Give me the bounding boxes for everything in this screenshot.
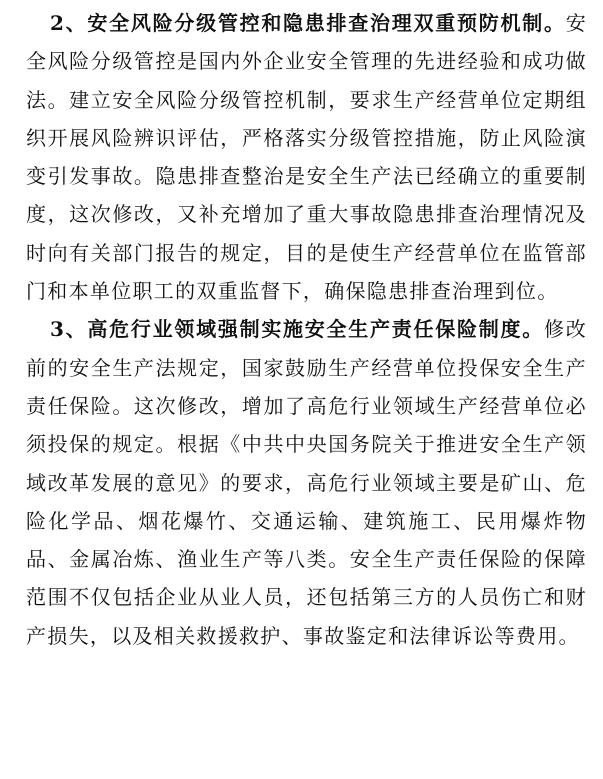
paragraph-body: 修改前的安全生产法规定，国家鼓励生产经营单位投保安全生产责任保险。这次修改，增加了高危行业领域生产经营单位必须投保的规定。根据《中共中央国务院关于推进安全生产领域改革发展的意见》的要求，高危行业领域主要是矿山、危险化学品、烟花爆竹、交通运输、建筑施工、民用爆炸物品、金属冶炼、渔业生产等八类。安全生产责任保险的保障范围不仅包括企业从业人员，还包括第三方的人员伤亡和财产损失，以及相关救援救护、事故鉴定和法律诉讼等费用。: [26, 317, 587, 648]
paragraph-liability-insurance: [26, 310, 587, 655]
paragraph-heading: 2、安全风险分级管控和隐患排查治理双重预防机制。: [50, 11, 566, 35]
paragraph-body: 安全风险分级管控是国内外企业安全管理的先进经验和成功做法。建立安全风险分级管控机制，要求生产经营单位定期组织开展风险辨识评估，严格落实分级管控措施，防止风险演变引发事故。隐患排查整治是安全生产法已经确立的重要制度，这次修改，又补充增加了重大事故隐患排查治理情况及时向有关部门报告的规定，目的是使生产经营单位在监管部门和本单位职工的双重监督下，确保隐患排查治理到位。: [26, 11, 587, 304]
paragraph-heading: 3、高危行业领域强制实施安全生产责任保险制度。: [50, 317, 544, 342]
paragraph-dual-prevention: [26, 4, 587, 310]
